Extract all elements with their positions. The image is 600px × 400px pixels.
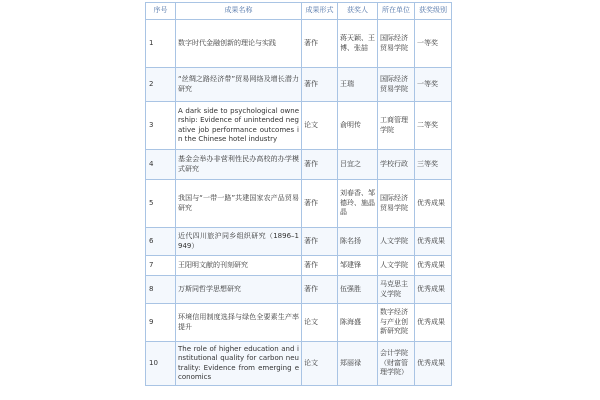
cell-award: 二等奖 xyxy=(415,102,452,150)
cell-award: 优秀成果 xyxy=(415,276,452,304)
header-no: 序号 xyxy=(146,3,176,20)
table-row xyxy=(146,68,452,102)
header-author: 获奖人 xyxy=(338,3,378,20)
cell-unit: 数字经济与产业创新研究院 xyxy=(378,304,415,342)
cell-name: “丝绸之路经济带”贸易网络及增长潜力研究 xyxy=(176,68,302,102)
cell-no: 1 xyxy=(146,20,176,68)
cell-unit: 马克思主义学院 xyxy=(378,276,415,304)
table-row xyxy=(146,228,452,256)
awards-table-container xyxy=(145,2,451,386)
cell-no: 10 xyxy=(146,342,176,386)
cell-author: 郑丽禄 xyxy=(338,342,378,386)
table-row xyxy=(146,102,452,150)
table-header-row xyxy=(146,3,452,20)
cell-name: 万斯同哲学思想研究 xyxy=(176,276,302,304)
cell-type: 著作 xyxy=(302,150,338,180)
cell-award: 优秀成果 xyxy=(415,256,452,276)
header-award: 获奖级别 xyxy=(415,3,452,20)
table-row xyxy=(146,276,452,304)
cell-name: 基金会举办非营利性民办高校的办学模式研究 xyxy=(176,150,302,180)
cell-type: 著作 xyxy=(302,20,338,68)
cell-award: 三等奖 xyxy=(415,150,452,180)
cell-name: 我国与“一带一路”共建国家农产品贸易研究 xyxy=(176,180,302,228)
cell-unit: 国际经济贸易学院 xyxy=(378,20,415,68)
table-row xyxy=(146,20,452,68)
cell-name: 数字时代金融创新的理论与实践 xyxy=(176,20,302,68)
cell-unit: 学校行政 xyxy=(378,150,415,180)
cell-award: 优秀成果 xyxy=(415,304,452,342)
cell-no: 2 xyxy=(146,68,176,102)
header-type: 成果形式 xyxy=(302,3,338,20)
cell-author: 陈名扬 xyxy=(338,228,378,256)
header-name: 成果名称 xyxy=(176,3,302,20)
awards-table xyxy=(145,2,452,386)
cell-author: 王瑞 xyxy=(338,68,378,102)
cell-no: 4 xyxy=(146,150,176,180)
cell-no: 3 xyxy=(146,102,176,150)
table-row xyxy=(146,304,452,342)
cell-author: 邹建锋 xyxy=(338,256,378,276)
cell-author: 刘春香、邹德玲、施晶晶 xyxy=(338,180,378,228)
cell-type: 论文 xyxy=(302,102,338,150)
cell-author: 吕宜之 xyxy=(338,150,378,180)
table-row xyxy=(146,150,452,180)
cell-name: A dark side to psychological ownership: Evidence of unintended negative job performance outcomes in the Chinese hotel industry xyxy=(176,102,302,150)
cell-unit: 人文学院 xyxy=(378,256,415,276)
cell-no: 8 xyxy=(146,276,176,304)
cell-no: 7 xyxy=(146,256,176,276)
table-row xyxy=(146,180,452,228)
header-unit: 所在单位 xyxy=(378,3,415,20)
cell-type: 著作 xyxy=(302,180,338,228)
cell-author: 蒋天颖、王博、张喆 xyxy=(338,20,378,68)
cell-no: 9 xyxy=(146,304,176,342)
cell-unit: 会计学院（财富管理学院） xyxy=(378,342,415,386)
cell-award: 优秀成果 xyxy=(415,228,452,256)
cell-unit: 工商管理学院 xyxy=(378,102,415,150)
cell-name: 环境信用制度选择与绿色全要素生产率提升 xyxy=(176,304,302,342)
cell-type: 论文 xyxy=(302,304,338,342)
cell-award: 优秀成果 xyxy=(415,180,452,228)
table-row xyxy=(146,342,452,386)
cell-name: 王阳明文献的刊刻研究 xyxy=(176,256,302,276)
cell-award: 优秀成果 xyxy=(415,342,452,386)
cell-unit: 人文学院 xyxy=(378,228,415,256)
cell-unit: 国际经济贸易学院 xyxy=(378,180,415,228)
cell-type: 著作 xyxy=(302,276,338,304)
cell-type: 论文 xyxy=(302,342,338,386)
cell-name: 近代四川旅沪同乡组织研究（1896–1949） xyxy=(176,228,302,256)
cell-type: 著作 xyxy=(302,228,338,256)
cell-type: 著作 xyxy=(302,256,338,276)
cell-type: 著作 xyxy=(302,68,338,102)
cell-award: 一等奖 xyxy=(415,20,452,68)
cell-name: The role of higher education and institutional quality for carbon neutrality: Evidence from emerging economics xyxy=(176,342,302,386)
table-row xyxy=(146,256,452,276)
cell-author: 俞明传 xyxy=(338,102,378,150)
cell-award: 一等奖 xyxy=(415,68,452,102)
cell-unit: 国际经济贸易学院 xyxy=(378,68,415,102)
cell-no: 5 xyxy=(146,180,176,228)
cell-author: 伍强胜 xyxy=(338,276,378,304)
cell-author: 陈海盛 xyxy=(338,304,378,342)
cell-no: 6 xyxy=(146,228,176,256)
